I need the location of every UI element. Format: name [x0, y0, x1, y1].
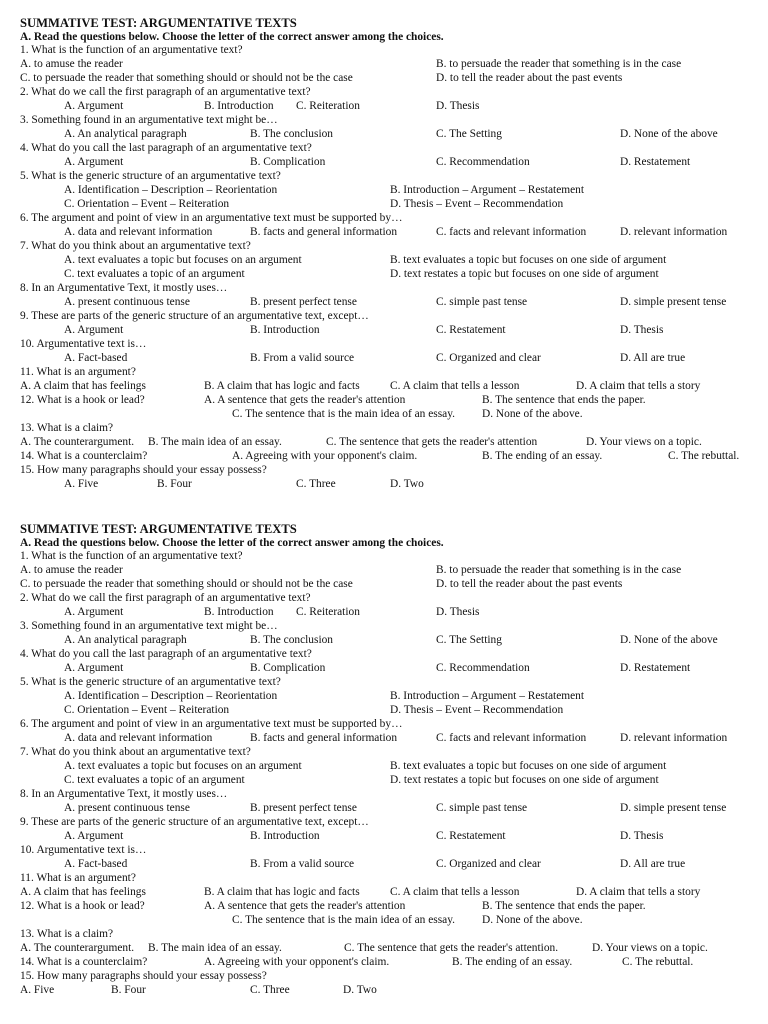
- answer-choice: A. to amuse the reader: [20, 58, 123, 70]
- answer-choice: C. Restatement: [436, 830, 506, 842]
- question-line: [0, 675, 768, 689]
- answer-choice: B. present perfect tense: [250, 802, 357, 814]
- answer-choice: C. A claim that tells a lesson: [390, 886, 520, 898]
- test-instruction: [0, 30, 768, 44]
- answer-choice: B. to persuade the reader that something is in the case: [436, 564, 682, 576]
- question-text: 9. These are parts of the generic structure of an argumentative text, except…: [20, 816, 369, 828]
- answer-choice: D. A claim that tells a story: [576, 380, 701, 392]
- answer-choice: C. A claim that tells a lesson: [390, 380, 520, 392]
- question-line: [0, 871, 768, 885]
- question-line: [0, 857, 768, 871]
- question-text: 8. In an Argumentative Text, it mostly uses…: [20, 282, 228, 294]
- answer-choice: D. Thesis: [620, 830, 664, 842]
- answer-choice: B. From a valid source: [250, 858, 355, 870]
- answer-choice: B. Introduction – Argument – Restatement: [390, 690, 585, 702]
- answer-choice: D. A claim that tells a story: [576, 886, 701, 898]
- answer-choice: D. to tell the reader about the past events: [436, 578, 623, 590]
- answer-choice: D. Restatement: [620, 156, 691, 168]
- answer-choice: B. The conclusion: [250, 128, 333, 140]
- answer-choice: B. Complication: [250, 662, 326, 674]
- answer-choice: D. Your views on a topic.: [592, 942, 708, 954]
- question-text: 7. What do you think about an argumentative text?: [20, 240, 251, 252]
- question-line: [0, 591, 768, 605]
- answer-choice: A. Fact-based: [64, 352, 128, 364]
- question-line: [0, 351, 768, 365]
- question-line: [0, 927, 768, 941]
- answer-choice: A. The counterargument.: [20, 436, 135, 448]
- answer-choice: D. None of the above.: [482, 914, 583, 926]
- question-text: 14. What is a counterclaim?: [20, 956, 148, 968]
- question-text: 12. What is a hook or lead?: [20, 394, 145, 406]
- question-line: [0, 703, 768, 717]
- answer-choice: C. Organized and clear: [436, 858, 541, 870]
- question-text: 4. What do you call the last paragraph of an argumentative text?: [20, 648, 312, 660]
- answer-choice: C. Three: [250, 984, 290, 996]
- question-text: 6. The argument and point of view in an argumentative text must be supported by…: [20, 718, 403, 730]
- question-text: 8. In an Argumentative Text, it mostly uses…: [20, 788, 228, 800]
- answer-choice: A. Argument: [64, 156, 124, 168]
- question-line: [0, 969, 768, 983]
- question-line: [0, 253, 768, 267]
- answer-choice: B. Introduction – Argument – Restatement: [390, 184, 585, 196]
- answer-choice: A. A claim that has feelings: [20, 886, 146, 898]
- question-text: 5. What is the generic structure of an argumentative text?: [20, 676, 281, 688]
- answer-choice: B. The sentence that ends the paper.: [482, 900, 646, 912]
- question-line: [0, 113, 768, 127]
- answer-choice: D. Thesis: [620, 324, 664, 336]
- answer-choice: A. A sentence that gets the reader's attention: [204, 394, 406, 406]
- answer-choice: A. text evaluates a topic but focuses on an argument: [64, 760, 302, 772]
- question-line: [0, 127, 768, 141]
- test-instruction-text: A. Read the questions below. Choose the letter of the correct answer among the choices.: [20, 31, 444, 43]
- question-line: [0, 43, 768, 57]
- question-text: 7. What do you think about an argumentative text?: [20, 746, 251, 758]
- question-line: [0, 717, 768, 731]
- question-line: [0, 899, 768, 913]
- question-text: 11. What is an argument?: [20, 872, 136, 884]
- question-line: [0, 267, 768, 281]
- question-line: [0, 141, 768, 155]
- question-text: 1. What is the function of an argumentative text?: [20, 550, 243, 562]
- test-instruction-text: A. Read the questions below. Choose the letter of the correct answer among the choices.: [20, 537, 444, 549]
- answer-choice: D. All are true: [620, 858, 686, 870]
- answer-choice: D. relevant information: [620, 226, 728, 238]
- question-line: [0, 379, 768, 393]
- question-line: [0, 563, 768, 577]
- answer-choice: A. An analytical paragraph: [64, 634, 187, 646]
- answer-choice: B. Complication: [250, 156, 326, 168]
- answer-choice: A. text evaluates a topic but focuses on an argument: [64, 254, 302, 266]
- question-line: [0, 815, 768, 829]
- question-line: [0, 549, 768, 563]
- answer-choice: C. The Setting: [436, 128, 502, 140]
- answer-choice: B. From a valid source: [250, 352, 355, 364]
- question-text: 2. What do we call the first paragraph of an argumentative text?: [20, 86, 311, 98]
- answer-choice: B. facts and general information: [250, 732, 398, 744]
- question-line: [0, 239, 768, 253]
- question-line: [0, 407, 768, 421]
- question-text: 10. Argumentative text is…: [20, 844, 147, 856]
- test-title: [0, 522, 768, 536]
- answer-choice: A. Argument: [64, 662, 124, 674]
- answer-choice: B. text evaluates a topic but focuses on one side of argument: [390, 254, 667, 266]
- test-title-text: SUMMATIVE TEST: ARGUMENTATIVE TEXTS: [20, 16, 297, 30]
- answer-choice: A. Identification – Description – Reorientation: [64, 690, 278, 702]
- answer-choice: B. A claim that has logic and facts: [204, 886, 360, 898]
- answer-choice: D. All are true: [620, 352, 686, 364]
- answer-choice: D. to tell the reader about the past events: [436, 72, 623, 84]
- answer-choice: C. The rebuttal.: [668, 450, 740, 462]
- answer-choice: D. Two: [343, 984, 377, 996]
- question-text: 5. What is the generic structure of an argumentative text?: [20, 170, 281, 182]
- answer-choice: B. Introduction: [204, 100, 274, 112]
- answer-choice: A. Argument: [64, 100, 124, 112]
- question-text: 6. The argument and point of view in an argumentative text must be supported by…: [20, 212, 403, 224]
- question-line: [0, 337, 768, 351]
- answer-choice: A. Fact-based: [64, 858, 128, 870]
- answer-choice: A. Identification – Description – Reorientation: [64, 184, 278, 196]
- question-text: 13. What is a claim?: [20, 422, 114, 434]
- question-line: [0, 477, 768, 491]
- answer-choice: D. simple present tense: [620, 296, 727, 308]
- test-title: [0, 16, 768, 30]
- answer-choice: A. present continuous tense: [64, 802, 190, 814]
- question-line: [0, 885, 768, 899]
- question-line: [0, 689, 768, 703]
- answer-choice: A. A sentence that gets the reader's attention: [204, 900, 406, 912]
- answer-choice: B. The ending of an essay.: [482, 450, 603, 462]
- answer-choice: C. Restatement: [436, 324, 506, 336]
- question-line: [0, 323, 768, 337]
- test-instruction: [0, 536, 768, 550]
- question-line: [0, 197, 768, 211]
- answer-choice: A. Argument: [64, 324, 124, 336]
- question-line: [0, 281, 768, 295]
- question-line: [0, 309, 768, 323]
- question-line: [0, 365, 768, 379]
- question-line: [0, 435, 768, 449]
- question-line: [0, 745, 768, 759]
- answer-choice: B. Introduction: [250, 324, 320, 336]
- question-line: [0, 941, 768, 955]
- answer-choice: C. Orientation – Event – Reiteration: [64, 704, 230, 716]
- answer-choice: D. Restatement: [620, 662, 691, 674]
- answer-choice: B. A claim that has logic and facts: [204, 380, 360, 392]
- question-text: 11. What is an argument?: [20, 366, 136, 378]
- question-line: [0, 787, 768, 801]
- answer-choice: B. facts and general information: [250, 226, 398, 238]
- answer-choice: B. Introduction: [204, 606, 274, 618]
- question-line: [0, 183, 768, 197]
- test-title-text: SUMMATIVE TEST: ARGUMENTATIVE TEXTS: [20, 522, 297, 536]
- question-line: [0, 421, 768, 435]
- question-text: 3. Something found in an argumentative text might be…: [20, 620, 278, 632]
- answer-choice: C. The rebuttal.: [622, 956, 694, 968]
- answer-choice: A. Agreeing with your opponent's claim.: [204, 956, 390, 968]
- question-text: 15. How many paragraphs should your essay possess?: [20, 464, 267, 476]
- answer-choice: D. None of the above.: [482, 408, 583, 420]
- answer-choice: D. Two: [390, 478, 424, 490]
- answer-choice: D. simple present tense: [620, 802, 727, 814]
- answer-choice: D. Thesis – Event – Recommendation: [390, 198, 564, 210]
- answer-choice: A. Five: [20, 984, 55, 996]
- answer-choice: A. A claim that has feelings: [20, 380, 146, 392]
- answer-choice: C. The sentence that is the main idea of an essay.: [232, 408, 455, 420]
- answer-choice: D. relevant information: [620, 732, 728, 744]
- answer-choice: C. Reiteration: [296, 606, 360, 618]
- answer-choice: A. data and relevant information: [64, 732, 213, 744]
- question-line: [0, 773, 768, 787]
- answer-choice: D. text restates a topic but focuses on one side of argument: [390, 774, 659, 786]
- answer-choice: B. Four: [157, 478, 192, 490]
- answer-choice: C. Organized and clear: [436, 352, 541, 364]
- answer-choice: C. simple past tense: [436, 802, 528, 814]
- answer-choice: C. simple past tense: [436, 296, 528, 308]
- question-line: [0, 633, 768, 647]
- question-line: [0, 759, 768, 773]
- question-line: [0, 463, 768, 477]
- answer-choice: B. Four: [111, 984, 146, 996]
- question-text: 12. What is a hook or lead?: [20, 900, 145, 912]
- question-text: 1. What is the function of an argumentative text?: [20, 44, 243, 56]
- answer-choice: C. Orientation – Event – Reiteration: [64, 198, 230, 210]
- question-text: 14. What is a counterclaim?: [20, 450, 148, 462]
- answer-choice: C. to persuade the reader that something should or should not be the case: [20, 578, 353, 590]
- question-line: [0, 843, 768, 857]
- answer-choice: A. present continuous tense: [64, 296, 190, 308]
- answer-choice: B. The main idea of an essay.: [148, 436, 282, 448]
- question-text: 15. How many paragraphs should your essay possess?: [20, 970, 267, 982]
- question-line: [0, 829, 768, 843]
- answer-choice: C. The sentence that is the main idea of an essay.: [232, 914, 455, 926]
- answer-choice: A. Argument: [64, 830, 124, 842]
- answer-choice: D. None of the above: [620, 128, 718, 140]
- answer-choice: D. Thesis: [436, 606, 480, 618]
- answer-choice: D. Thesis: [436, 100, 480, 112]
- question-text: 2. What do we call the first paragraph of an argumentative text?: [20, 592, 311, 604]
- answer-choice: D. text restates a topic but focuses on one side of argument: [390, 268, 659, 280]
- answer-choice: D. None of the above: [620, 634, 718, 646]
- question-line: [0, 801, 768, 815]
- answer-choice: C. to persuade the reader that something should or should not be the case: [20, 72, 353, 84]
- question-line: [0, 605, 768, 619]
- question-line: [0, 647, 768, 661]
- question-line: [0, 983, 768, 997]
- question-line: [0, 211, 768, 225]
- answer-choice: A. Agreeing with your opponent's claim.: [232, 450, 418, 462]
- answer-choice: C. The sentence that gets the reader's attention: [326, 436, 538, 448]
- answer-choice: B. The sentence that ends the paper.: [482, 394, 646, 406]
- answer-choice: A. Argument: [64, 606, 124, 618]
- answer-choice: C. text evaluates a topic of an argument: [64, 774, 245, 786]
- question-line: [0, 85, 768, 99]
- answer-choice: C. The sentence that gets the reader's attention.: [344, 942, 559, 954]
- answer-choice: A. Five: [64, 478, 99, 490]
- question-line: [0, 577, 768, 591]
- question-line: [0, 913, 768, 927]
- answer-choice: B. The conclusion: [250, 634, 333, 646]
- question-text: 9. These are parts of the generic structure of an argumentative text, except…: [20, 310, 369, 322]
- answer-choice: B. The main idea of an essay.: [148, 942, 282, 954]
- question-text: 13. What is a claim?: [20, 928, 114, 940]
- question-line: [0, 99, 768, 113]
- answer-choice: C. facts and relevant information: [436, 732, 587, 744]
- answer-choice: C. Recommendation: [436, 662, 530, 674]
- answer-choice: D. Thesis – Event – Recommendation: [390, 704, 564, 716]
- question-line: [0, 661, 768, 675]
- question-text: 4. What do you call the last paragraph of an argumentative text?: [20, 142, 312, 154]
- question-line: [0, 155, 768, 169]
- question-line: [0, 955, 768, 969]
- question-line: [0, 57, 768, 71]
- answer-choice: A. The counterargument.: [20, 942, 135, 954]
- question-line: [0, 731, 768, 745]
- answer-choice: C. text evaluates a topic of an argument: [64, 268, 245, 280]
- answer-choice: A. to amuse the reader: [20, 564, 123, 576]
- answer-choice: B. The ending of an essay.: [452, 956, 573, 968]
- question-text: 3. Something found in an argumentative text might be…: [20, 114, 278, 126]
- answer-choice: B. Introduction: [250, 830, 320, 842]
- answer-choice: C. Recommendation: [436, 156, 530, 168]
- question-text: 10. Argumentative text is…: [20, 338, 147, 350]
- answer-choice: D. Your views on a topic.: [586, 436, 702, 448]
- question-line: [0, 393, 768, 407]
- question-line: [0, 295, 768, 309]
- question-line: [0, 449, 768, 463]
- answer-choice: C. facts and relevant information: [436, 226, 587, 238]
- answer-choice: B. present perfect tense: [250, 296, 357, 308]
- answer-choice: A. data and relevant information: [64, 226, 213, 238]
- question-line: [0, 619, 768, 633]
- answer-choice: C. The Setting: [436, 634, 502, 646]
- answer-choice: A. An analytical paragraph: [64, 128, 187, 140]
- question-line: [0, 169, 768, 183]
- answer-choice: C. Reiteration: [296, 100, 360, 112]
- answer-choice: C. Three: [296, 478, 336, 490]
- question-line: [0, 71, 768, 85]
- answer-choice: B. text evaluates a topic but focuses on one side of argument: [390, 760, 667, 772]
- answer-choice: B. to persuade the reader that something is in the case: [436, 58, 682, 70]
- question-line: [0, 225, 768, 239]
